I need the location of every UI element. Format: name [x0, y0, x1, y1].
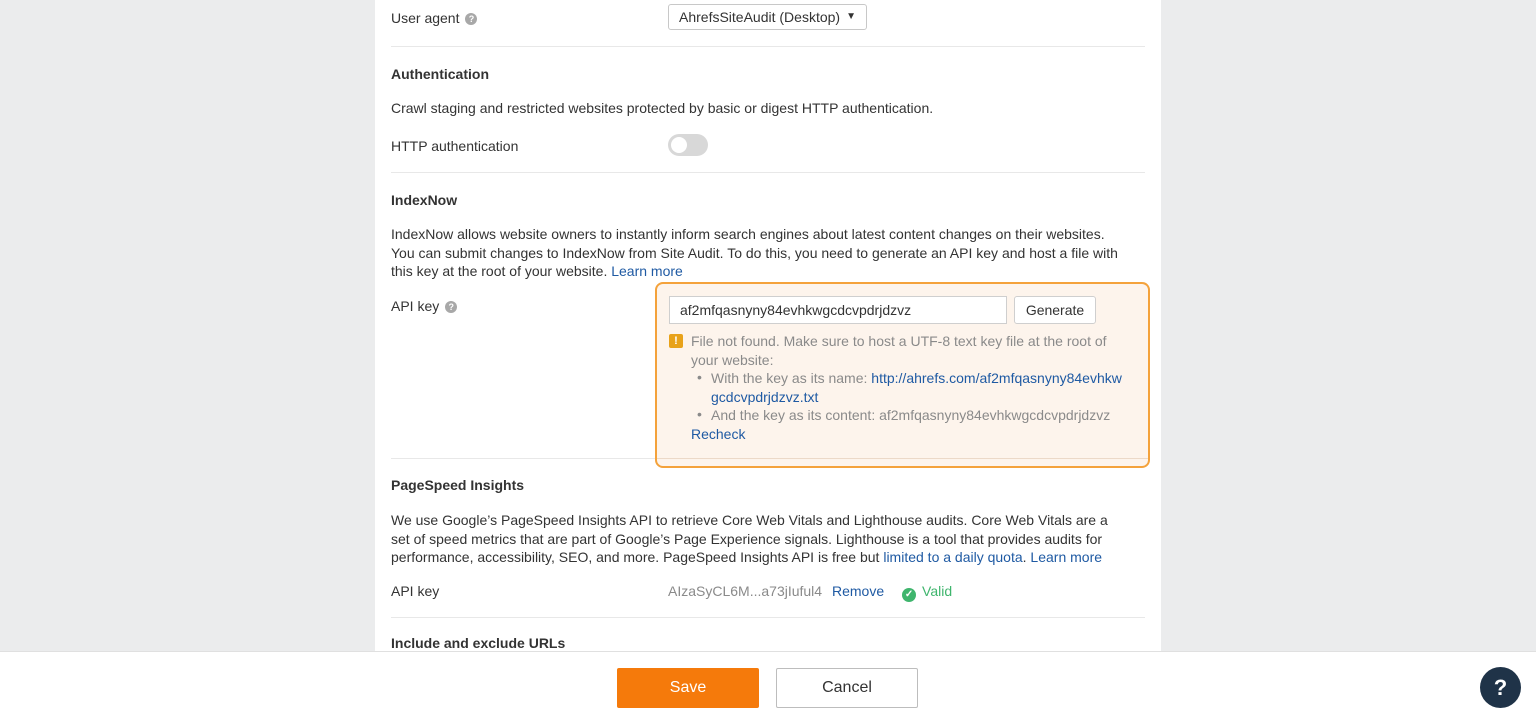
cancel-button[interactable]: Cancel [776, 668, 918, 708]
user-agent-label: User agent [391, 10, 460, 26]
user-agent-select-value: AhrefsSiteAudit (Desktop) [679, 9, 841, 25]
caret-down-icon: ▼ [846, 11, 856, 22]
bullet-dot: • [697, 369, 702, 385]
api-key-callout [655, 282, 1150, 468]
pagespeed-api-key-label: API key [391, 583, 440, 599]
warning-icon: ! [669, 334, 683, 348]
pagespeed-heading: PageSpeed Insights [391, 477, 525, 493]
recheck-link[interactable]: Recheck [691, 426, 746, 442]
bullet-key-name [711, 369, 1122, 406]
learn-more-link[interactable]: Learn more [1030, 549, 1103, 565]
save-button[interactable]: Save [617, 668, 759, 708]
divider [391, 617, 1145, 618]
pagespeed-api-key-value: AIzaSyCL6M...a73jIuful4 [668, 583, 823, 599]
pagespeed-description-text: performance, accessibility, SEO, and more. PageSpeed Insights API is free but [391, 549, 884, 565]
key-file-link[interactable]: http://ahrefs.com/af2mfqasnyny84evhkw [871, 370, 1122, 386]
divider [391, 172, 1145, 173]
indexnow-description-text: this key at the root of your website. [391, 263, 608, 279]
indexnow-description-line [391, 262, 1118, 281]
check-circle-icon: ✓ [902, 588, 916, 602]
api-key-input[interactable]: af2mfqasnyny84evhkwgcdcvpdrjdzvz [669, 296, 1007, 324]
indexnow-description [391, 225, 1118, 281]
help-icon[interactable]: ? [465, 13, 477, 25]
pagespeed-api-key-row [668, 583, 952, 602]
divider [657, 458, 1148, 459]
pagespeed-description-line [391, 548, 1108, 567]
valid-status [902, 583, 952, 599]
indexnow-description-line: You can submit changes to IndexNow from Site Audit. To do this, you need to generate an API key and host a file with [391, 244, 1118, 261]
bullet-key-content: And the key as its content: af2mfqasnyny84evhkwgcdcvpdrjdzvz [711, 407, 1111, 423]
authentication-heading: Authentication [391, 66, 489, 82]
http-auth-toggle[interactable] [668, 134, 708, 156]
remove-link[interactable]: Remove [831, 583, 885, 599]
toggle-knob [671, 137, 687, 153]
api-key-label: API key [391, 298, 440, 314]
period-text: . [1022, 549, 1027, 565]
include-exclude-heading: Include and exclude URLs [391, 635, 566, 651]
bullet-key-name-text: With the key as its name: [711, 370, 872, 386]
footer-bar [0, 651, 1536, 725]
indexnow-description-line: IndexNow allows website owners to instantly inform search engines about latest content changes on their websites. [391, 226, 1105, 242]
warning-message [691, 332, 1107, 369]
authentication-description: Crawl staging and restricted websites protected by basic or digest HTTP authentication. [391, 100, 934, 116]
user-agent-select[interactable] [668, 4, 867, 30]
warning-line: your website: [691, 351, 774, 368]
indexnow-heading: IndexNow [391, 192, 458, 208]
pagespeed-description [391, 511, 1108, 567]
help-icon[interactable]: ? [445, 301, 457, 313]
learn-more-link[interactable]: Learn more [611, 263, 683, 279]
pagespeed-description-line: set of speed metrics that are part of Google’s Page Experience signals. Lighthouse is a tool that provides audits for [391, 530, 1103, 547]
valid-status-text: Valid [922, 583, 953, 599]
help-question-icon[interactable]: ? [1480, 667, 1521, 708]
key-file-link[interactable]: gcdcvpdrjdzvz.txt [711, 388, 819, 405]
http-auth-label: HTTP authentication [391, 138, 519, 154]
indexnow-api-key-row [391, 298, 457, 314]
divider [391, 46, 1145, 47]
warning-line: File not found. Make sure to host a UTF-8 text key file at the root of [691, 333, 1107, 349]
generate-button[interactable]: Generate [1014, 296, 1096, 324]
daily-quota-link[interactable]: limited to a daily quota [883, 549, 1023, 565]
bullet-dot: • [697, 406, 702, 422]
pagespeed-description-line: We use Google’s PageSpeed Insights API to retrieve Core Web Vitals and Lighthouse audits. Core Web Vitals are a [391, 512, 1108, 528]
user-agent-row [391, 10, 477, 26]
